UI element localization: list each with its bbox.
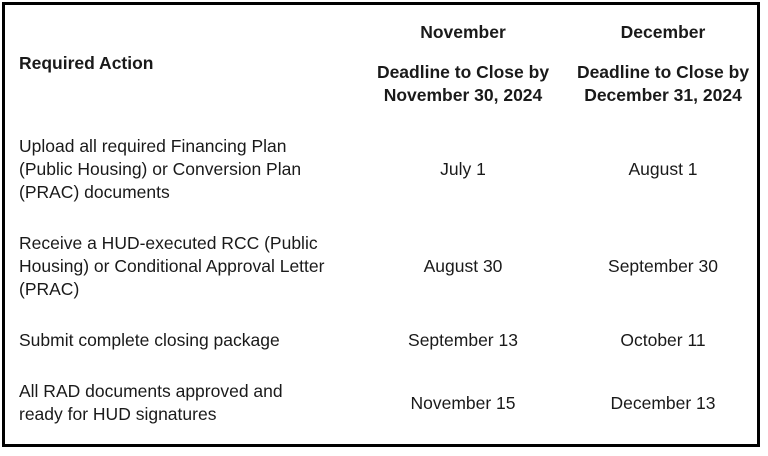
header-november-deadline-line1: Deadline to Close by xyxy=(376,62,550,82)
row-1-december-date: August 1 xyxy=(628,159,698,179)
row-2-action-line-3: (PRAC) xyxy=(19,279,80,299)
row-4-november-date: November 15 xyxy=(410,393,516,413)
header-november-month: November xyxy=(420,22,506,42)
row-1-action-line-2: (Public Housing) or Conversion Plan xyxy=(19,159,302,179)
header-december-deadline-line2: December 31, 2024 xyxy=(584,85,742,105)
row-1-action-line-1: Upload all required Financing Plan xyxy=(19,136,287,156)
deadline-table xyxy=(2,2,760,447)
row-1-november-date: July 1 xyxy=(440,159,486,179)
row-3-november-date: September 13 xyxy=(408,330,518,350)
row-4-action-line-1: All RAD documents approved and xyxy=(19,381,283,401)
header-december-month: December xyxy=(620,22,706,42)
header-december-deadline-line1: Deadline to Close by xyxy=(576,62,750,82)
row-2-november-date: August 30 xyxy=(423,256,503,276)
row-4-december-date: December 13 xyxy=(610,393,716,413)
row-2-december-date: September 30 xyxy=(608,256,718,276)
row-3-action-line-1: Submit complete closing package xyxy=(19,330,280,350)
header-november-deadline-line2: November 30, 2024 xyxy=(383,85,543,105)
row-3-december-date: October 11 xyxy=(620,330,706,350)
row-2-action-line-1: Receive a HUD-executed RCC (Public xyxy=(19,233,318,253)
row-2-action-line-2: Housing) or Conditional Approval Letter xyxy=(19,256,325,276)
row-1-action-line-3: (PRAC) documents xyxy=(19,182,170,202)
row-4-action-line-2: ready for HUD signatures xyxy=(19,404,217,424)
header-required-action: Required Action xyxy=(19,53,154,73)
